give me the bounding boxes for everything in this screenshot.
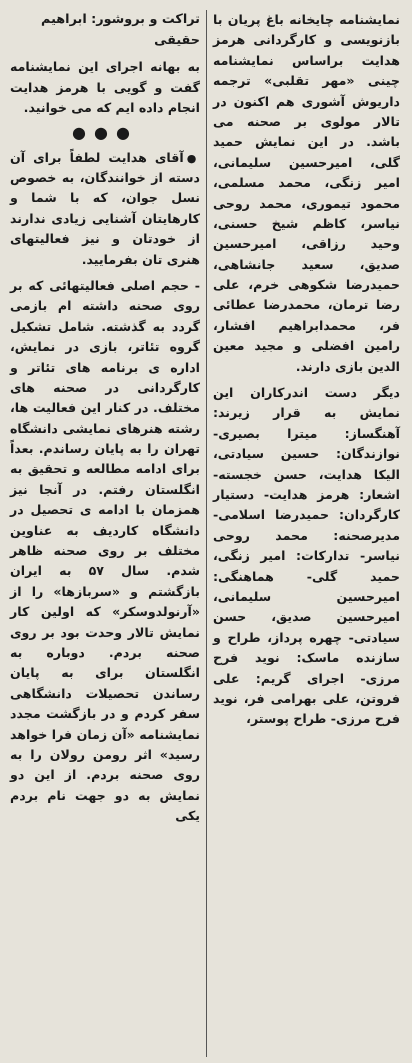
interview-answer: - حجم اصلی فعالیتهائی که بر روی صحنه داشته ام بازمی گردد به گذشته. شامل تشکیل گروه تئاتر، بازی در نمایش، اداره ی برنامه های تئاتر و کارگردانی در صحنه های مختلف. در کنار این فعالیت ها، رشته هنرهای نمایشی دانشگاه تهران را به پایان رساندم. بعداً برای ادامه مطالعه و تحقیق به انگلستان رفتم. در آنجا نیز همزمان با ادامه ی تحصیل در دانشگاه کاردیف به عناوین مختلف بر روی صحنه ظاهر شدم. سال ۵۷ به ایران بازگشتم و «سربازها» را از «آرنولدوسکر» که اولین کار نمایش تالار وحدت بود بر روی صحنه بردم. دوباره به انگلستان برای به پایان رساندن تحصیلات دانشگاهی سفر کردم و در بازگشت مجدد نمایشنامه «آن زمان فرا خواهد رسید» اثر رومن رولان را به روی صحنه بردم. از این دو نمایش به دو جهت نام بردم یکی: [10, 277, 200, 824]
question-text: آقای هدایت لطفاً برای آن دسته از خوانندگان، به خصوص نسل جوان، که با شما و کارهایتان آشنایی زیادی ندارند از خودتان و نیز فعالیتهای هنری تان بفرمایید.: [10, 149, 200, 267]
byline-credit: تراکت و بروشور: ابراهیم حقیقی: [41, 12, 200, 48]
crew-list-paragraph: دیگر دست اندرکاران این نمایش به قرار زیرند: آهنگساز: میترا بصیری- نوازندگان: حسین سیادتی، الیکا هدایت، حسن خجسته- اشعار: هرمز هدایت- دستیار کارگردان: حمیدرضا اسلامی- مدیرصحنه: محمد روحی نیاسر- تدارکات: امیر زنگی، حمید گلی- هماهنگی: امیرحسین سلیمانی، امیرحسین صدیق، حسن سیادتی- چهره پرداز، طراح و سازنده ماسک: نوید فرح مرزی- اجرای گریم: علی فروتن، علی بهرامی فر، نوید فرح مرزی- طراح پوستر،: [213, 385, 400, 727]
section-separator: ●●●: [72, 122, 138, 142]
right-column: [206, 10, 404, 1057]
left-column: [8, 10, 206, 1057]
question-bullet-icon: ●: [186, 151, 200, 165]
interview-question: [10, 148, 200, 270]
interview-intro: به بهانه اجرای این نمایشنامه گفت و گویی با هرمز هدایت انجام داده ایم که می خوانید.: [10, 59, 200, 116]
play-announcement-paragraph: نمایشنامه چایخانه باغ پریان با بازنویسی و کارگردانی هرمز هدایت براساس نمایشنامه چینی «مهر تقلبی» ترجمه داریوش آشوری هم اکنون در تالار مولوی بر صحنه می باشد. در این نمایش حمید گلی، امیرحسین سلیمانی، امیر زنگی، محمد مسلمی، محمود تیموری، محمد روحی نیاسر، کاظم شیخ حسنی، وحید رزاقی، امیرحسین صدیق، سعید جانشاهی، حمیدرضا شکوهی خرم، علی رضا ترمان، محمدرضا عطائی فر، محمدابراهیم افشار، رامین افضلی و مجید معین الدین بازی دارند.: [213, 12, 400, 374]
